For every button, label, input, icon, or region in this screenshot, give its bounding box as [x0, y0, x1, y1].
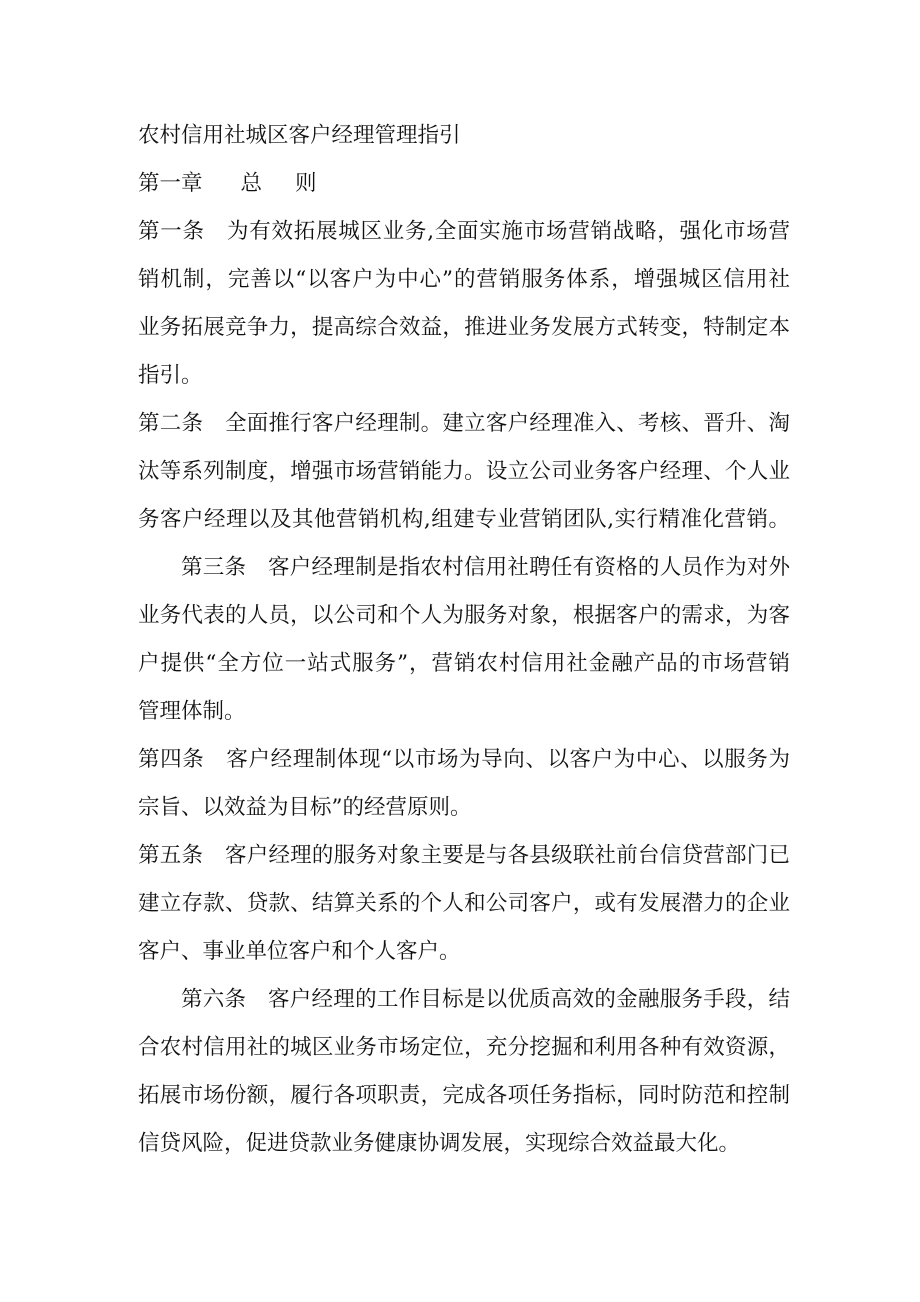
article-2-line: 第二条 全面推行客户经理制。建立客户经理准入、考核、晋升、淘 — [138, 411, 790, 436]
article-5-line: 建立存款、贷款、结算关系的个人和公司客户，或有发展潜力的企业 — [138, 891, 790, 916]
article-3-line: 户提供“全方位一站式服务”，营销农村信用社金融产品的市场营销 — [138, 651, 790, 676]
article-3-line: 管理体制。 — [138, 699, 246, 724]
chapter-heading — [138, 160, 790, 208]
document-title: 农村信用社城区客户经理管理指引 — [138, 123, 461, 148]
article-1-line: 业务拓展竞争力，提高综合效益，推进业务发展方式转变，特制定本 — [138, 315, 790, 340]
article-2-line: 务客户经理以及其他营销机构,组建专业营销团队,实行精准化营销。 — [138, 507, 790, 532]
article-6-line: 信贷风险，促进贷款业务健康协调发展，实现综合效益最大化。 — [138, 1131, 741, 1156]
article-4-line: 第四条 客户经理制体现“以市场为导向、以客户为中心、以服务为 — [138, 747, 790, 772]
article-1-line: 销机制，完善以“以客户为中心”的营销服务体系，增强城区信用社 — [138, 267, 790, 292]
article-4-line: 宗旨、以效益为目标”的经营原则。 — [138, 795, 472, 820]
chapter-number: 第一章 — [138, 171, 203, 196]
article-1-line: 指引。 — [138, 363, 203, 388]
article-3-line: 第三条 客户经理制是指农村信用社聘任有资格的人员作为对外 — [181, 555, 790, 580]
chapter-title-part: 则 — [295, 171, 317, 196]
article-2-line: 汰等系列制度，增强市场营销能力。设立公司业务客户经理、个人业 — [138, 459, 790, 484]
article-3-line: 业务代表的人员，以公司和个人为服务对象，根据客户的需求，为客 — [138, 603, 790, 628]
article-5-line: 第五条 客户经理的服务对象主要是与各县级联社前台信贷营部门已 — [138, 843, 790, 868]
chapter-title-part: 总 — [240, 171, 263, 196]
article-5-line: 客户、事业单位客户和个人客户。 — [138, 939, 461, 964]
article-6-line: 拓展市场份额，履行各项职责，完成各项任务指标，同时防范和控制 — [138, 1083, 790, 1108]
article-1-line: 第一条 为有效拓展城区业务,全面实施市场营销战略，强化市场营 — [138, 219, 790, 244]
article-6-line: 合农村信用社的城区业务市场定位，充分挖掘和利用各种有效资源， — [138, 1035, 790, 1060]
article-6-line: 第六条 客户经理的工作目标是以优质高效的金融服务手段，结 — [181, 987, 790, 1012]
